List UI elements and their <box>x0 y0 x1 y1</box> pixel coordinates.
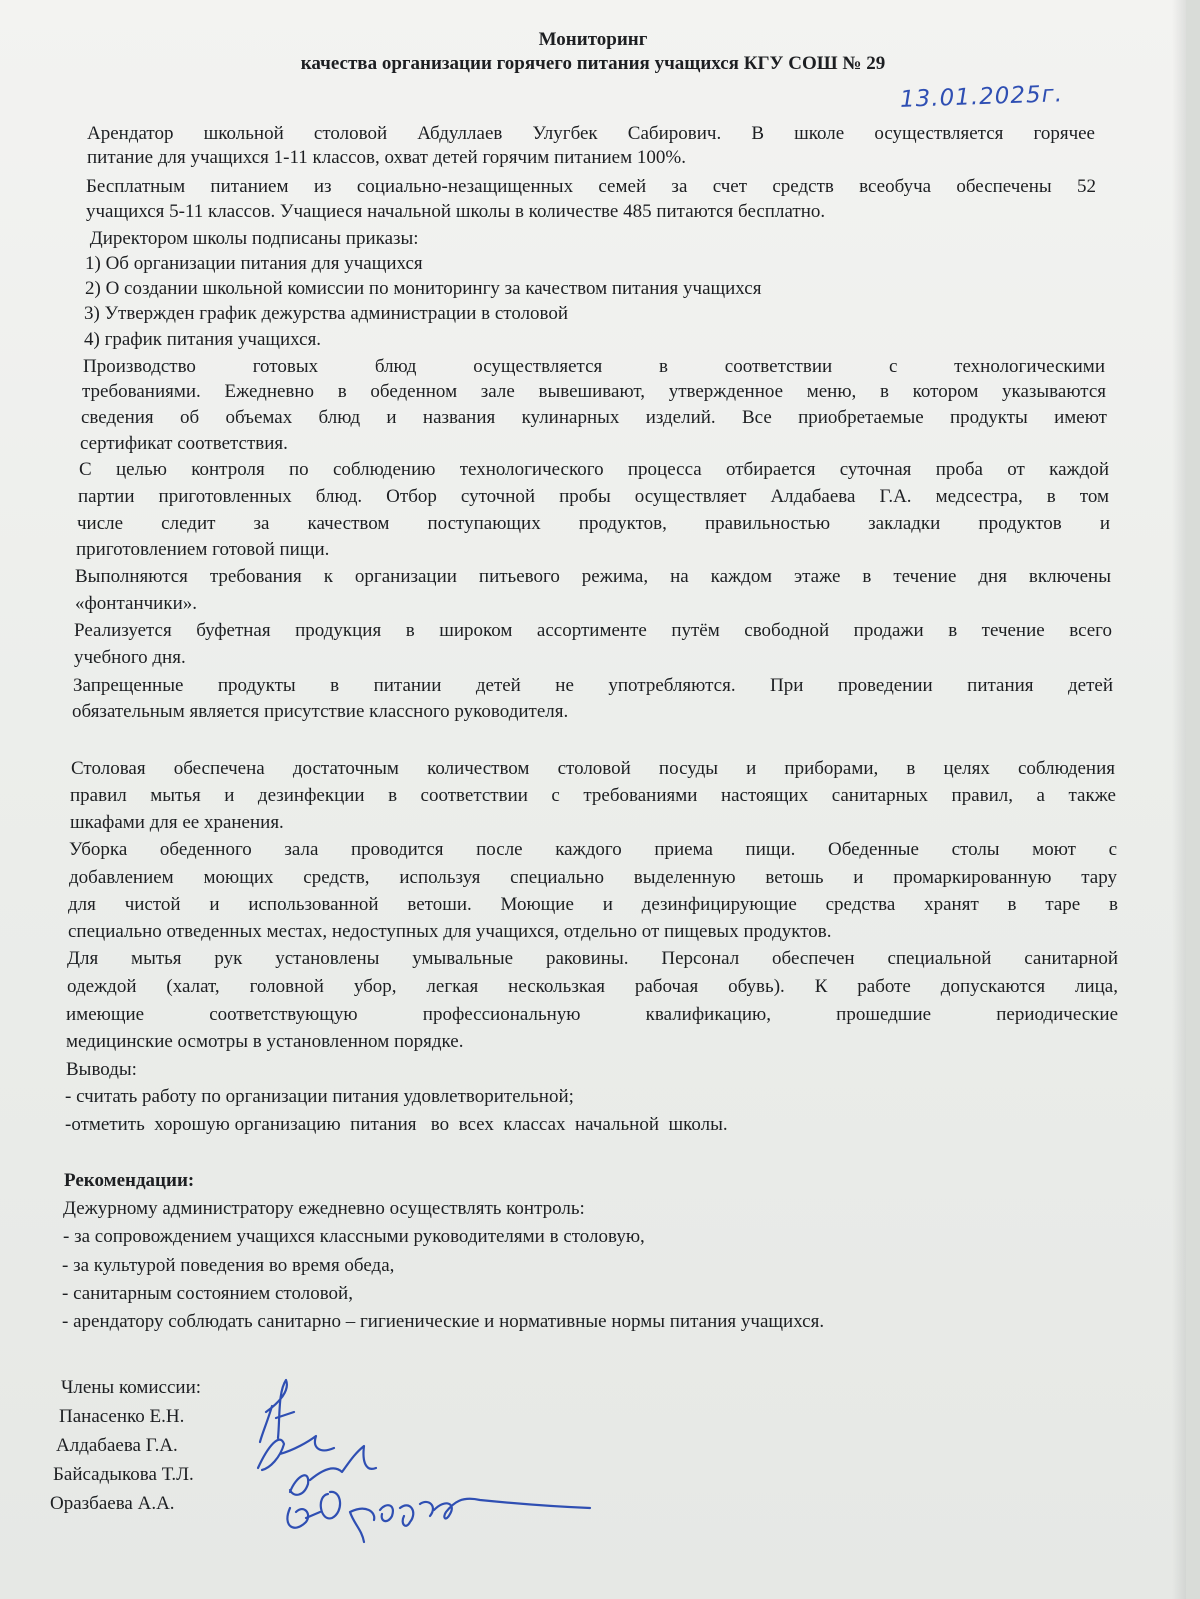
recommendation-item: - за культурой поведения во время обеда, <box>62 1255 395 1276</box>
commission-member: Панасенко Е.Н. <box>59 1406 185 1427</box>
body-line: имеющие соответствующую профессиональную квалификацию, прошедшие периодические <box>66 1004 1118 1025</box>
signature-panasenko <box>260 1380 294 1442</box>
body-line: добавлением моющих средств, используя специально выделенную ветошь и промаркированную тару <box>69 867 1117 888</box>
body-line: Реализуется буфетная продукция в широком ассортименте путём свободной продажи в течение всего <box>74 620 1112 641</box>
signatures-drawing <box>250 1372 610 1572</box>
body-line: числе следит за качеством поступающих продуктов, правильностью закладки продуктов и <box>77 513 1110 534</box>
conclusion-item: - считать работу по организации питания удовлетворительной; <box>65 1086 574 1107</box>
body-line: Арендатор школьной столовой Абдуллаев Улугбек Сабирович. В школе осуществляется горячее <box>87 123 1095 144</box>
body-line: приготовлением готовой пищи. <box>76 539 330 560</box>
commission-member: Байсадыкова Т.Л. <box>53 1464 194 1485</box>
recommendations-heading: Рекомендации: <box>64 1170 195 1191</box>
body-line: 3) Утвержден график дежурства администрации в столовой <box>84 303 569 324</box>
recommendation-item: - санитарным состоянием столовой, <box>62 1283 353 1304</box>
commission-member: Оразбаева А.А. <box>50 1493 175 1514</box>
body-line: учащихся 5-11 классов. Учащиеся начальной школы в количестве 485 питаются бесплатно. <box>86 201 826 222</box>
conclusion-item: -отметить хорошую организацию питания во всех классах начальной школы. <box>65 1114 728 1135</box>
body-line: учебного дня. <box>74 647 186 668</box>
body-line: Столовая обеспечена достаточным количеством столовой посуды и приборами, в целях соблюдения <box>71 758 1115 779</box>
body-line: шкафами для ее хранения. <box>70 812 284 833</box>
body-line: питание для учащихся 1-11 классов, охват детей горячим питанием 100%. <box>87 147 686 168</box>
body-line: специально отведенных местах, недоступных для учащихся, отдельно от пищевых продуктов. <box>68 921 832 942</box>
recommendation-item: - арендатору соблюдать санитарно – гигиенические и нормативные нормы питания учащихся. <box>62 1311 825 1332</box>
recommendation-line: Дежурному администратору ежедневно осуществлять контроль: <box>63 1198 585 1219</box>
conclusions-heading: Выводы: <box>66 1059 137 1080</box>
body-line: Бесплатным питанием из социально-незащищенных семей за счет средств всеобуча обеспечены 52 <box>86 176 1096 197</box>
body-line: «фонтанчики». <box>75 593 197 614</box>
body-line: партии приготовленных блюд. Отбор суточной пробы осуществляет Алдабаева Г.А. медсестра, в том <box>78 486 1109 507</box>
body-line: 2) О создании школьной комиссии по мониторингу за качеством питания учащихся <box>85 278 762 299</box>
body-line: для чистой и использованной ветоши. Моющие и дезинфицирующие средства хранят в таре в <box>68 894 1118 915</box>
body-line: Для мытья рук установлены умывальные раковины. Персонал обеспечен специальной санитарной <box>67 948 1118 969</box>
body-line: правил мытья и дезинфекции в соответствии с требованиями настоящих санитарных правил, а также <box>70 785 1116 806</box>
recommendation-item: - за сопровождением учащихся классными руководителями в столовую, <box>63 1226 645 1247</box>
body-line: медицинские осмотры в установленном порядке. <box>66 1031 464 1052</box>
body-line: 1) Об организации питания для учащихся <box>85 253 423 274</box>
handwritten-date: 13.01.2025г. <box>899 81 1064 113</box>
commission-member: Алдабаева Г.А. <box>56 1435 178 1456</box>
body-line: Директором школы подписаны приказы: <box>85 228 419 249</box>
body-line: С целью контроля по соблюдению технологического процесса отбирается суточная проба от каждой <box>79 459 1109 480</box>
signature-aldabaeva <box>258 1436 334 1470</box>
commission-heading: Члены комиссии: <box>61 1377 202 1398</box>
body-line: сертификат соответствия. <box>80 433 288 454</box>
body-line: сведения об объемах блюд и названия кулинарных изделий. Все приобретаемые продукты имеют <box>81 407 1107 428</box>
body-line: требованиями. Ежедневно в обеденном зале вывешивают, утвержденное меню, в котором указываются <box>82 381 1106 402</box>
signature-orazbaeva <box>287 1492 590 1542</box>
body-line: Запрещенные продукты в питании детей не употребляются. При проведении питания детей <box>73 675 1113 696</box>
doc-title: Мониторинг <box>538 29 648 50</box>
body-line: 4) график питания учащихся. <box>84 329 322 350</box>
page-edge-shadow <box>1172 0 1186 1599</box>
body-line: Выполняются требования к организации питьевого режима, на каждом этаже в течение дня включены <box>75 566 1111 587</box>
signature-baisadykova <box>290 1446 376 1495</box>
body-line: Производство готовых блюд осуществляется в соответствии с технологическими <box>83 356 1105 377</box>
body-line: Уборка обеденного зала проводится после каждого приема пищи. Обеденные столы моют с <box>69 839 1117 860</box>
body-line: одеждой (халат, головной убор, легкая нескользкая рабочая обувь). К работе допускаются лица, <box>67 976 1118 997</box>
doc-subtitle: качества организации горячего питания учащихся КГУ СОШ № 29 <box>300 53 886 74</box>
body-line: обязательным является присутствие классного руководителя. <box>72 701 569 722</box>
